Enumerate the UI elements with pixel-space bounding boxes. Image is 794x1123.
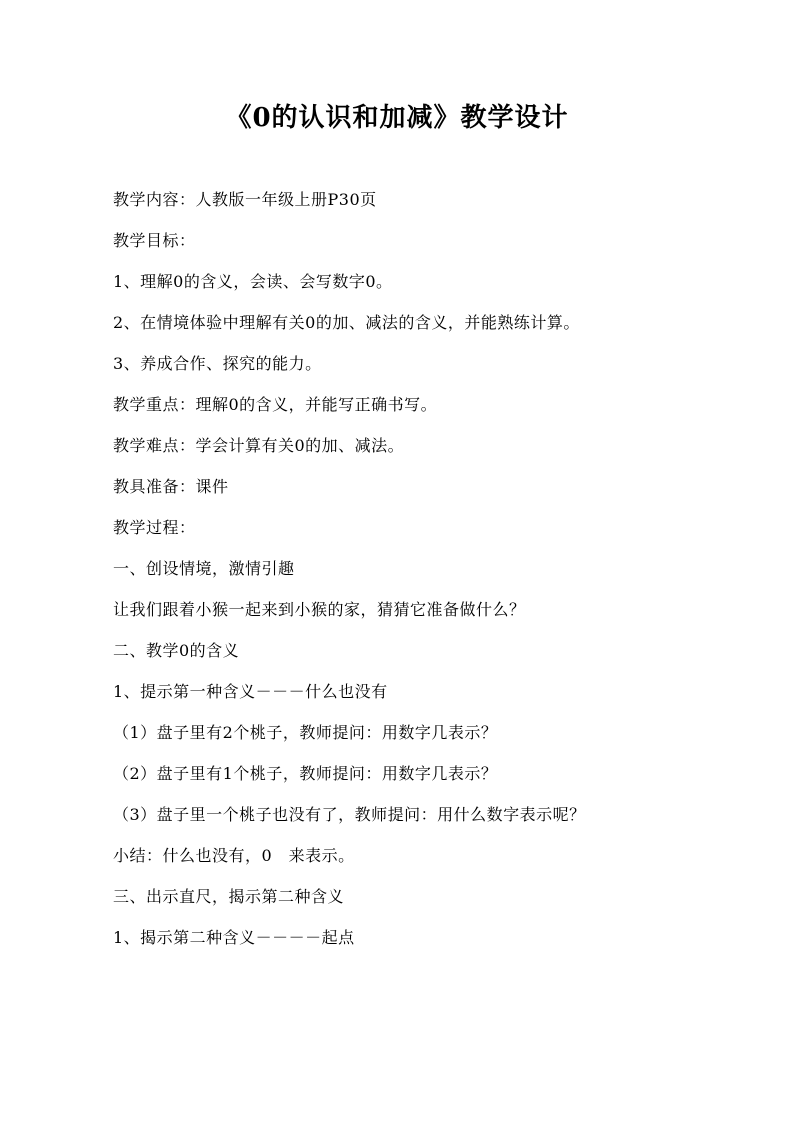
key-point-line: 教学重点：理解0的含义，并能写正确书写。 [113, 395, 438, 414]
section-heading: 一、创设情境，激情引趣 [113, 559, 295, 578]
paragraph-line: 让我们跟着小猴一起来到小猴的家，猜猜它准备做什么？ [113, 600, 526, 619]
goal-item: 3、养成合作、探究的能力。 [113, 354, 322, 373]
summary-line: 小结：什么也没有，0 来表示。 [113, 846, 355, 865]
list-item: （1）盘子里有2个桃子，教师提问：用数字几表示？ [113, 723, 498, 742]
goal-item: 2、在情境体验中理解有关0的加、减法的含义，并能熟练计算。 [113, 313, 580, 332]
goals-heading: 教学目标： [113, 231, 196, 250]
section-heading: 三、出示直尺，揭示第二种含义 [113, 887, 345, 906]
list-item: （3）盘子里一个桃子也没有了，教师提问：用什么数字表示呢？ [113, 805, 586, 824]
subsection-line: 1、提示第一种含义－－－什么也没有 [113, 682, 388, 701]
section-heading: 二、教学0的含义 [113, 641, 240, 660]
document-body [113, 184, 763, 963]
difficulty-line: 教学难点：学会计算有关0的加、减法。 [113, 436, 405, 455]
list-item: （2）盘子里有1个桃子，教师提问：用数字几表示？ [113, 764, 498, 783]
content-line: 教学内容：人教版一年级上册P30页 [113, 190, 377, 209]
materials-line: 教具准备：课件 [113, 477, 229, 496]
subsection-line: 1、揭示第二种含义－－－－起点 [113, 928, 355, 947]
process-heading: 教学过程： [113, 518, 196, 537]
goal-item: 1、理解0的含义，会读、会写数字0。 [113, 272, 393, 291]
document-title: 《0的认识和加减》教学设计 [225, 103, 569, 133]
